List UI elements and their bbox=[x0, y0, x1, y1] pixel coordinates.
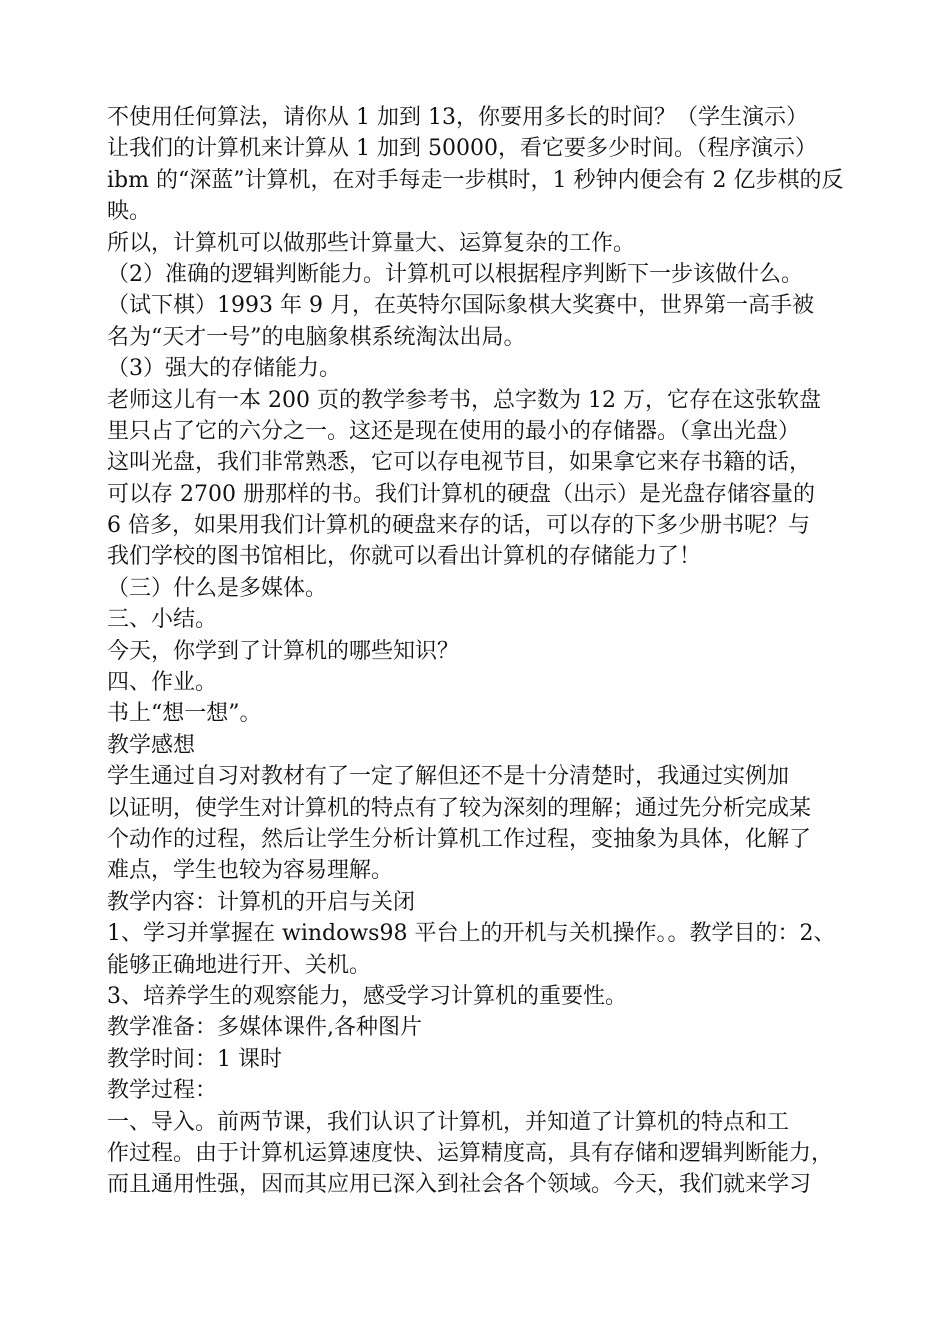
text-line: （2）准确的逻辑判断能力。计算机可以根据程序判断下一步该做什么。 bbox=[107, 261, 803, 287]
text-line: 一、导入。前两节课，我们认识了计算机，并知道了计算机的特点和工 bbox=[107, 1109, 790, 1135]
text-line: 个动作的过程，然后让学生分析计算机工作过程，变抽象为具体，化解了 bbox=[107, 826, 812, 852]
text-line: （三）什么是多媒体。 bbox=[107, 575, 328, 601]
text-line: 教学过程： bbox=[107, 1078, 218, 1104]
text-line: 所以，计算机可以做那些计算量大、运算复杂的工作。 bbox=[107, 230, 636, 256]
text-line: （3）强大的存储能力。 bbox=[107, 356, 341, 382]
text-line: ibm 的“深蓝”计算机，在对手每走一步棋时，1 秒钟内便会有 2 亿步棋的反 bbox=[107, 167, 844, 193]
document-body bbox=[107, 102, 867, 1201]
text-line: 作过程。由于计算机运算速度快、运算精度高，具有存储和逻辑判断能力， bbox=[107, 1140, 834, 1166]
text-line: 3、培养学生的观察能力，感受学习计算机的重要性。 bbox=[107, 983, 627, 1009]
text-line: 可以存 2700 册那样的书。我们计算机的硬盘（出示）是光盘存储容量的 bbox=[107, 481, 815, 507]
text-line: 今天，你学到了计算机的哪些知识？ bbox=[107, 638, 460, 664]
text-line: 教学内容：计算机的开启与关闭 bbox=[107, 889, 416, 915]
text-line: 教学感想 bbox=[107, 732, 196, 758]
text-line: 难点，学生也较为容易理解。 bbox=[107, 858, 394, 884]
text-line: 四、作业。 bbox=[107, 670, 218, 696]
text-line: 不使用任何算法，请你从 1 加到 13，你要用多长的时间？（学生演示） bbox=[107, 105, 808, 130]
text-line: 以证明，使学生对计算机的特点有了较为深刻的理解；通过先分析完成某 bbox=[107, 795, 812, 821]
text-line: 映。 bbox=[107, 199, 152, 225]
text-line: 里只占了它的六分之一。这还是现在使用的最小的存储器。（拿出光盘） bbox=[107, 418, 801, 444]
text-line: 书上“想一想”。 bbox=[107, 701, 262, 727]
text-line: 能够正确地进行开、关机。 bbox=[107, 952, 372, 978]
text-line: 这叫光盘，我们非常熟悉，它可以存电视节目，如果拿它来存书籍的话， bbox=[107, 450, 812, 476]
text-line: （试下棋）1993 年 9 月，在英特尔国际象棋大奖赛中，世界第一高手被 bbox=[107, 293, 814, 319]
text-line: 教学准备：多媒体课件,各种图片 bbox=[107, 1015, 422, 1041]
text-line: 1、学习并掌握在 windows98 平台上的开机与关机操作。。教学目的：2、 bbox=[107, 921, 836, 947]
text-line: 我们学校的图书馆相比，你就可以看出计算机的存储能力了！ bbox=[107, 544, 702, 570]
text-line: 三、小结。 bbox=[107, 607, 218, 633]
text-line: 让我们的计算机来计算从 1 加到 50000，看它要多少时间。（程序演示） bbox=[107, 136, 817, 162]
text-line: 而且通用性强，因而其应用已深入到社会各个领域。今天，我们就来学习 bbox=[107, 1172, 812, 1198]
text-line: 老师这儿有一本 200 页的教学参考书，总字数为 12 万，它存在这张软盘 bbox=[107, 387, 821, 413]
text-line: 6 倍多，如果用我们计算机的硬盘来存的话，可以存的下多少册书呢？与 bbox=[107, 513, 810, 539]
text-line: 学生通过自习对教材有了一定了解但还不是十分清楚时，我通过实例加 bbox=[107, 764, 790, 790]
text-line: 教学时间：1 课时 bbox=[107, 1046, 282, 1072]
text-line: 名为“天才一号”的电脑象棋系统淘汰出局。 bbox=[107, 324, 526, 350]
